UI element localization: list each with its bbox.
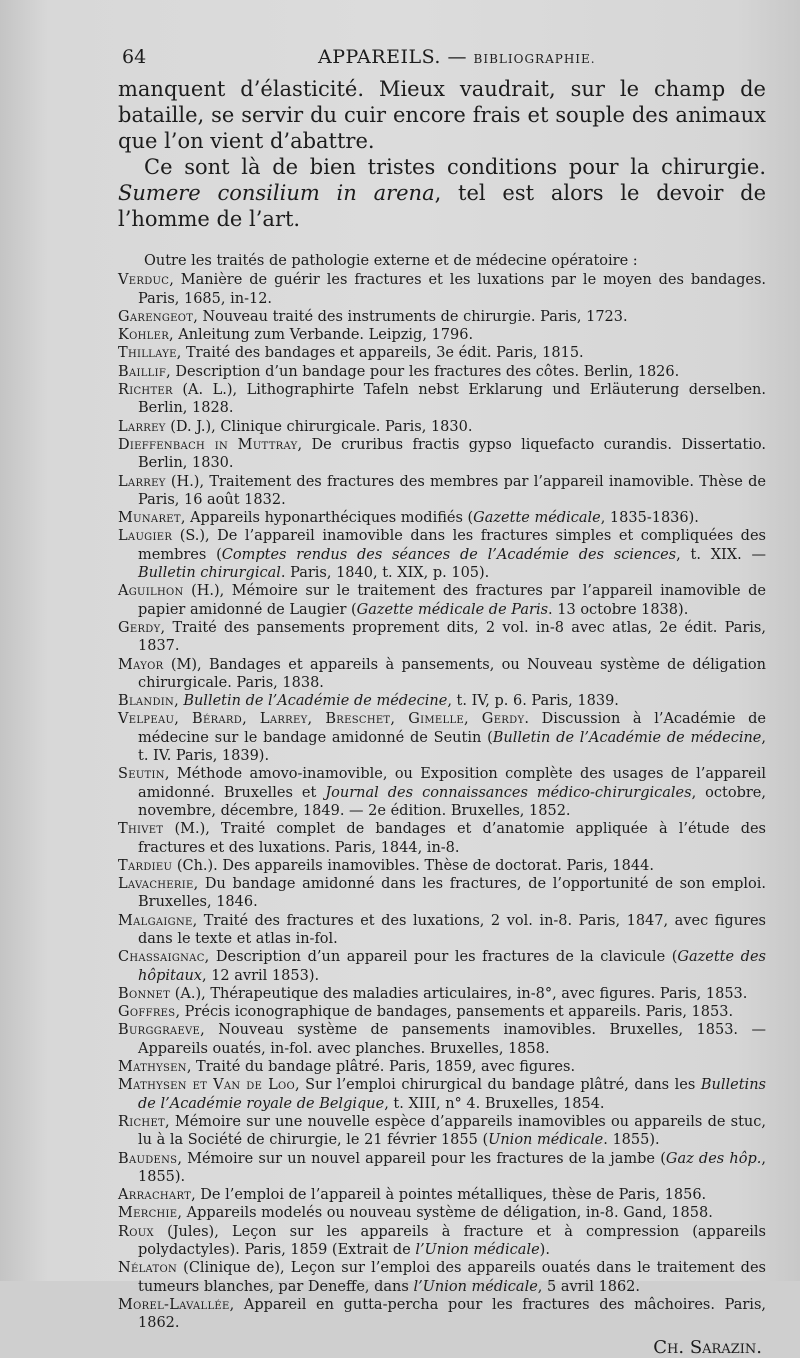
main-text [118,76,766,232]
entry-author: Larrey [118,418,166,435]
entry-text: , De l’emploi de l’appareil à pointes métalliques, thèse de Paris, 1856. [191,1187,707,1204]
bibliography-entry [118,912,766,949]
entry-text: (H.), Traitement des fractures des membres par l’appareil inamovible. Thèse de Paris, 16 août 1832. [138,473,766,508]
paragraph-2-latin: Sumere consilium in arena [118,181,435,205]
entry-author: Mathysen et Van de Loo [118,1077,295,1094]
entry-text-cont: , t. XIX. — [676,546,766,563]
bibliography-entry [118,1003,766,1021]
bibliography [118,252,766,1357]
bibliography-entry [118,820,766,857]
entry-journal: Journal des connaissances médico-chirurgicales [325,784,692,801]
entry-author: Velpeau, Bérard, Larrey, Breschet, Gimelle, Gerdy [118,711,525,728]
paragraph-2-start: Ce sont là de bien tristes conditions pour la chirurgie. [144,155,766,179]
page-number: 64 [122,46,147,68]
entry-journal: Bulletin de l’Académie de médecine [492,729,762,746]
paragraph-2 [118,154,766,232]
entry-author: Nélaton [118,1260,178,1277]
bibliography-entry [118,527,766,582]
bibliography-entry [118,857,766,875]
entry-text: , Nouveau système de pansements inamovibles. Bruxelles, 1853. — Appareils ouatés, in-fol. avec planches. Bruxelles, 1858. [138,1022,766,1057]
entry-text: , Traité des pansements proprement dits, 2 vol. in-8 avec atlas, 2e édit. Paris, 1837. [138,619,766,655]
bibliography-entry [118,619,766,656]
bibliography-entry [118,381,766,418]
entry-journal: Gazette médicale de Paris [356,601,549,618]
entry-text: , Traité des fractures et des luxations, 2 vol. in-8. Paris, 1847, avec figures dans le texte et atlas in-fol. [138,912,766,947]
entry-text-cont: , 1855). [138,1150,766,1185]
entry-text: , [174,693,184,710]
entry-text-cont: , octobre, novembre, décembre, 1849. — 2e édition. Bruxelles, 1852. [138,784,766,819]
entry-text-cont: . 13 octobre 1838). [548,601,689,618]
entry-text: , Description d’un appareil pour les fractures de la clavicule ( [204,949,678,966]
entry-author: Mayor [118,656,164,673]
bibliography-entry [118,1150,766,1187]
bibliography-intro: Outre les traités de pathologie externe et de médecine opératoire : [144,253,638,269]
bibliography-entry [118,656,766,693]
entry-text: , Du bandage amidonné dans les fractures, de l’opportunité de son emploi. Bruxelles, 1846. [138,876,766,911]
entry-author: Kohler [118,327,170,344]
entry-author: Gerdy [118,619,161,636]
entry-author: Thivet [118,821,164,838]
entry-author: Seutin [118,766,165,783]
entry-author: Bonnet [118,985,171,1002]
entry-text: , Description d’un bandage pour les fractures des côtes. Berlin, 1826. [166,363,680,380]
entry-text: , Mémoire sur une nouvelle espèce d’appareils inamovibles ou appareils de stuc, lu à la Société de chirurgie, le 21 février 1855 ( [138,1113,766,1149]
entry-journal: Bulletins de l’Académie royale de Belgique [138,1077,766,1112]
bibliography-entries [118,271,766,1332]
bibliography-entry [118,363,766,381]
entry-journal: Gaz des hôp. [665,1150,762,1167]
entry-author: Munaret [118,510,181,527]
bibliography-entry [118,710,766,765]
entry-author: Laugier [118,528,173,545]
bibliography-entry [118,1204,766,1222]
entry-text: , Traité des bandages et appareils, 3e édit. Paris, 1815. [176,345,584,362]
bibliography-entry [118,473,766,510]
running-title-sub: BIBLIOGRAPHIE. [473,52,596,66]
entry-author: Roux [118,1223,154,1240]
entry-author: Baillif [118,363,167,380]
entry-author: Dieffenbach in Muttray [118,436,298,453]
bibliography-entry [118,1021,766,1058]
entry-author: Merchie [118,1205,178,1222]
entry-author: Verduc [118,272,170,289]
bibliography-entry [118,1058,766,1076]
entry-journal: Union médicale [488,1132,604,1149]
entry-text: (Jules), Leçon sur les appareils à fracture et à compression (appareils polydactyles). Paris, 1859 (Extrait de [138,1223,766,1259]
entry-author: Goffres [118,1004,176,1021]
entry-text: , Précis iconographique de bandages, pansements et appareils. Paris, 1853. [175,1004,734,1021]
entry-text: . Discussion à l’Académie de médecine sur le bandage amidonné de Seutin ( [138,711,766,746]
entry-text-cont: , 12 avril 1853). [201,967,320,984]
entry-author: Richter [118,382,173,399]
entry-journal: Comptes rendus des séances de l’Académie des sciences [221,546,677,563]
entry-author: Larrey [118,473,166,490]
bibliography-entry [118,582,766,619]
entry-text: (Ch.). Des appareils inamovibles. Thèse de doctorat. Paris, 1844. [172,857,654,874]
entry-text: , Appareil en gutta-percha pour les fractures des mâchoires. Paris, 1862. [138,1296,766,1332]
entry-text-cont: , 1835-1836). [600,510,699,527]
bibliography-entry [118,948,766,985]
entry-text-cont: . 1855). [603,1132,660,1149]
entry-text-cont: , 5 avril 1862. [537,1278,641,1295]
entry-author: Thillaye [118,345,177,362]
entry-text: , Mémoire sur un nouvel appareil pour les fractures de la jambe ( [177,1150,666,1167]
entry-author: Chassaignac [118,949,205,966]
entry-author: Lavacherie [118,876,194,893]
entry-text: (D. J.), Clinique chirurgicale. Paris, 1830. [165,418,473,435]
entry-text: , Nouveau traité des instruments de chirurgie. Paris, 1723. [193,308,628,325]
bibliography-entry [118,308,766,326]
entry-text: (A.), Thérapeutique des maladies articulaires, in-8°, avec figures. Paris, 1853. [170,985,748,1002]
entry-author: Garengeot [118,308,194,325]
running-title [318,46,596,68]
entry-text: (S.), De l’appareil inamovible dans les fractures simples et compliquées des membres ( [138,528,766,563]
entry-author: Tardieu [118,857,173,874]
paragraph-2-end: , tel est alors le devoir de l’homme de l’art. [118,181,766,231]
entry-text: (A. L.), Lithographirte Tafeln nebst Erklarung und Erläuterung derselben. Berlin, 1828. [138,382,766,417]
entry-text-cont: , t. IV. Paris, 1839). [138,729,766,765]
bibliography-entry [118,509,766,527]
bibliography-entry [118,1076,766,1113]
entry-author: Arrachart [118,1187,192,1204]
bibliography-entry [118,1259,766,1296]
entry-journal: Gazette médicale [473,510,601,527]
entry-text: , Appareils hyponarthéciques modifiés ( [180,510,474,527]
entry-text: , Manière de guérir les fractures et les luxations par le moyen des bandages. Paris, 1685, in-12. [138,272,766,307]
bibliography-entry [118,418,766,436]
entry-text: (H.), Mémoire sur le traitement des fractures par l’appareil inamovible de papier amidonné de Laugier ( [138,583,766,618]
entry-text-end: . Paris, 1840, t. XIX, p. 105). [280,565,490,582]
entry-journal-2: Bulletin chirurgical [138,565,281,582]
bibliography-entry [118,1186,766,1204]
bibliography-entry [118,326,766,344]
entry-journal: Bulletin de l’Académie de médecine [183,693,448,710]
bibliography-entry [118,344,766,362]
entry-author: Blandin [118,693,175,710]
entry-journal: l’Union médicale [413,1278,538,1295]
entry-author: Mathysen [118,1059,187,1076]
entry-journal: Gazette des hôpitaux [138,949,766,984]
bibliography-entry [118,1223,766,1260]
bibliography-entry [118,271,766,308]
bibliography-entry [118,875,766,912]
bibliography-entry [118,1296,766,1333]
entry-text: , Traité du bandage plâtré. Paris, 1859, avec figures. [186,1059,576,1076]
entry-text: , Appareils modelés ou nouveau système de déligation, in-8. Gand, 1858. [177,1205,713,1222]
entry-text-cont: ). [539,1242,550,1259]
running-header [118,42,766,76]
entry-journal: l’Union médicale [415,1242,540,1259]
bibliography-entry [118,1113,766,1150]
entry-author: Aguilhon [118,583,184,600]
entry-text: , Anleitung zum Verbande. Leipzig, 1796. [169,327,474,344]
entry-author: Malgaigne [118,912,193,929]
entry-author: Richet [118,1113,166,1130]
entry-text: , Méthode amovo-inamovible, ou Exposition complète des usages de l’appareil amidonné. Bruxelles et [138,766,766,801]
entry-text: (Clinique de), Leçon sur l’emploi des appareils ouatés dans le traitement des tumeurs blanches, par Deneffe, dans [138,1260,766,1295]
bibliography-entry [118,436,766,473]
paragraph-1: manquent d’élasticité. Mieux vaudrait, sur le champ de bataille, se servir du cuir encore frais et souple des animaux que l’on vient d’abattre. [118,77,766,153]
entry-text: , De cruribus fractis gypso liquefacto curandis. Dissertatio. Berlin, 1830. [138,436,767,472]
entry-author: Baudens [118,1150,178,1167]
bibliography-entry [118,692,766,710]
entry-author: Morel-Lavallée [118,1296,230,1313]
entry-text-cont: , t. XIII, n° 4. Bruxelles, 1854. [384,1095,605,1112]
running-title-main: APPAREILS. — [318,46,474,68]
author-signature: Ch. Sarazin. [653,1336,762,1358]
bibliography-entry [118,765,766,820]
entry-text-cont: , t. IV, p. 6. Paris, 1839. [447,693,619,710]
entry-text: (M), Bandages et appareils à pansements, ou Nouveau système de déligation chirurgicale. Paris, 1838. [138,656,766,691]
entry-text: (M.), Traité complet de bandages et d’anatomie appliquée à l’étude des fractures et des luxations. Paris, 1844, in-8. [138,821,766,856]
entry-author: Burggraeve [118,1022,201,1039]
entry-text: , Sur l’emploi chirurgical du bandage plâtré, dans les [295,1077,701,1094]
bibliography-entry [118,985,766,1003]
